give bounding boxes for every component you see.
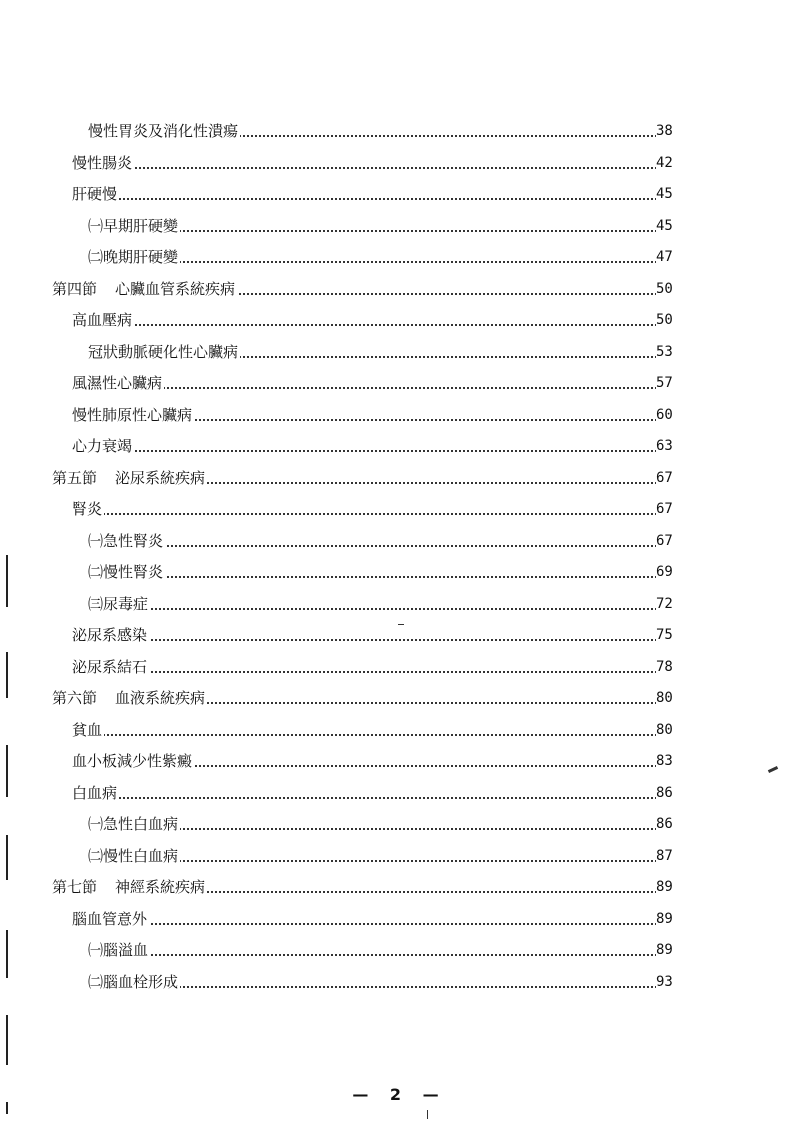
toc-page-number: 67 [656, 526, 696, 558]
toc-entry-title-text: 慢性腸炎 [72, 153, 133, 172]
toc-entry [0, 557, 799, 589]
toc-entry [0, 778, 799, 810]
toc-dot-leader [88, 576, 657, 578]
toc-entry-title [72, 746, 194, 778]
toc-entry [0, 526, 799, 558]
table-of-contents [0, 116, 799, 998]
toc-entry-section-name: 泌尿系統疾病 [115, 468, 206, 487]
toc-entry [0, 872, 799, 904]
toc-page-number: 93 [656, 967, 696, 999]
toc-page-number: 42 [656, 148, 696, 180]
toc-entry [0, 589, 799, 621]
toc-page-number: 53 [656, 337, 696, 369]
toc-entry [0, 494, 799, 526]
toc-entry-title-text: 第四節 [52, 279, 98, 298]
toc-entry-title [72, 179, 119, 211]
toc-entry-section-name: 心臟血管系統疾病 [115, 279, 236, 298]
toc-entry-title-text: 腦血管意外 [72, 909, 148, 928]
toc-entry-title [88, 589, 150, 621]
toc-page-number: 89 [656, 904, 696, 936]
toc-dot-leader [72, 639, 657, 641]
toc-entry-title-text: ㈠腦溢血 [88, 941, 149, 959]
toc-entry [0, 715, 799, 747]
toc-entry-title-text: 第六節 [52, 689, 98, 707]
toc-entry-title [72, 494, 104, 526]
toc-entry [0, 652, 799, 684]
toc-entry-title [88, 967, 180, 999]
toc-page-number: 67 [656, 494, 696, 526]
scan-speck [398, 624, 404, 625]
toc-entry-title-text: 心力衰竭 [72, 437, 133, 455]
toc-entry [0, 148, 799, 180]
toc-entry-title-text: 風濕性心臟病 [72, 374, 163, 392]
scan-margin-line [6, 835, 8, 880]
scan-speck [427, 1110, 428, 1119]
toc-page-number: 86 [656, 809, 696, 841]
toc-page-number: 57 [656, 368, 696, 400]
toc-dot-leader [72, 324, 657, 326]
toc-entry-title [72, 904, 149, 936]
toc-entry-title-text: ㈠急性腎炎 [88, 531, 164, 550]
toc-entry-title [72, 305, 134, 337]
toc-page-number: 80 [656, 683, 696, 715]
scan-margin-line [6, 930, 8, 978]
toc-entry-title [88, 557, 165, 589]
scan-margin-line [6, 555, 8, 607]
toc-page-number: 83 [656, 746, 696, 778]
toc-entry-title [52, 274, 237, 306]
toc-entry-title-text: ㈠急性白血病 [88, 815, 179, 833]
toc-page-number: 86 [656, 778, 696, 810]
toc-page-number: 80 [656, 715, 696, 747]
toc-entry [0, 463, 799, 495]
toc-entry [0, 809, 799, 841]
toc-entry-title [72, 652, 149, 684]
toc-page-number: 45 [656, 179, 696, 211]
toc-entry-title [72, 400, 194, 432]
toc-dot-leader [72, 671, 657, 673]
toc-entry [0, 841, 799, 873]
toc-entry-title [88, 935, 150, 967]
toc-dot-leader [88, 608, 657, 610]
toc-page-number: 87 [656, 841, 696, 873]
toc-entry-title-text: ㈠早期肝硬變 [88, 216, 179, 235]
toc-page-number: 69 [656, 557, 696, 589]
toc-entry [0, 431, 799, 463]
toc-dot-leader [72, 167, 657, 169]
toc-entry [0, 305, 799, 337]
toc-entry-title-text: 泌尿系結石 [72, 657, 148, 676]
toc-page-number: 47 [656, 242, 696, 274]
toc-page-number: 72 [656, 589, 696, 621]
toc-entry [0, 274, 799, 306]
toc-entry [0, 400, 799, 432]
toc-entry [0, 967, 799, 999]
toc-page-number: 50 [656, 274, 696, 306]
toc-dot-leader [72, 734, 657, 736]
toc-entry [0, 935, 799, 967]
toc-page-number: 67 [656, 463, 696, 495]
toc-entry [0, 368, 799, 400]
toc-entry-title [88, 337, 240, 369]
toc-page-number: 45 [656, 211, 696, 243]
scan-margin-line [6, 745, 8, 797]
toc-entry-title [52, 683, 207, 715]
toc-entry-title-text: ㈡慢性白血病 [88, 846, 179, 865]
toc-entry [0, 116, 799, 148]
toc-entry-title-text: 腎炎 [72, 500, 103, 518]
toc-entry [0, 683, 799, 715]
toc-entry-title-text: 第七節 [52, 878, 98, 896]
toc-dot-leader [88, 545, 657, 547]
toc-entry-title-text: 貧血 [72, 720, 103, 739]
toc-page-number: 89 [656, 872, 696, 904]
toc-entry-title [88, 211, 180, 243]
toc-entry-title [52, 872, 207, 904]
toc-entry [0, 746, 799, 778]
toc-entry-title-text: 白血病 [72, 783, 118, 802]
toc-entry [0, 242, 799, 274]
toc-page-number: 75 [656, 620, 696, 652]
toc-entry-section-name: 血液系統疾病 [115, 689, 206, 707]
toc-page-number: 78 [656, 652, 696, 684]
toc-entry-title-text: 慢性肺原性心臟病 [72, 405, 193, 424]
toc-entry-title [72, 368, 164, 400]
toc-entry-section-name: 神經系統疾病 [115, 878, 206, 896]
toc-entry-title [72, 715, 104, 747]
page-number-footer: — 2 — [352, 1085, 447, 1104]
toc-entry-title [88, 841, 180, 873]
toc-dot-leader [72, 797, 657, 799]
toc-entry-title [88, 116, 240, 148]
toc-page-number: 50 [656, 305, 696, 337]
toc-page-number: 38 [656, 116, 696, 148]
toc-entry-title [72, 778, 119, 810]
toc-entry-title [72, 431, 134, 463]
toc-dot-leader [88, 954, 657, 956]
toc-dot-leader [72, 450, 657, 452]
toc-entry-title [72, 620, 149, 652]
toc-entry-title-text: ㈢尿毒症 [88, 594, 149, 613]
scan-margin-line [6, 652, 8, 698]
toc-entry-title-text: 冠狀動脈硬化性心臟病 [88, 342, 239, 361]
toc-entry-title-text: ㈡慢性腎炎 [88, 563, 164, 581]
toc-entry-title [52, 463, 207, 495]
toc-page-number: 63 [656, 431, 696, 463]
toc-entry-title-text: ㈡腦血栓形成 [88, 972, 179, 991]
toc-entry-title-text: 血小板減少性紫癜 [72, 752, 193, 770]
toc-entry-title [88, 242, 180, 274]
toc-entry [0, 179, 799, 211]
toc-entry-title-text: ㈡晚期肝硬變 [88, 248, 179, 266]
toc-entry [0, 904, 799, 936]
toc-entry [0, 337, 799, 369]
toc-entry-title-text: 肝硬慢 [72, 185, 118, 203]
toc-dot-leader [72, 923, 657, 925]
scan-margin-line [6, 1102, 8, 1114]
toc-dot-leader [72, 513, 657, 515]
toc-entry-title-text: 高血壓病 [72, 311, 133, 329]
toc-page-number: 89 [656, 935, 696, 967]
toc-entry-title [88, 526, 165, 558]
toc-dot-leader [72, 198, 657, 200]
scan-margin-line [6, 1015, 8, 1065]
toc-entry-title-text: 第五節 [52, 468, 98, 487]
toc-entry-title [72, 148, 134, 180]
toc-entry-title-text: 泌尿系感染 [72, 626, 148, 644]
toc-entry [0, 211, 799, 243]
toc-page-number: 60 [656, 400, 696, 432]
toc-entry-title-text: 慢性胃炎及消化性潰瘍 [88, 122, 239, 140]
toc-entry-title [88, 809, 180, 841]
